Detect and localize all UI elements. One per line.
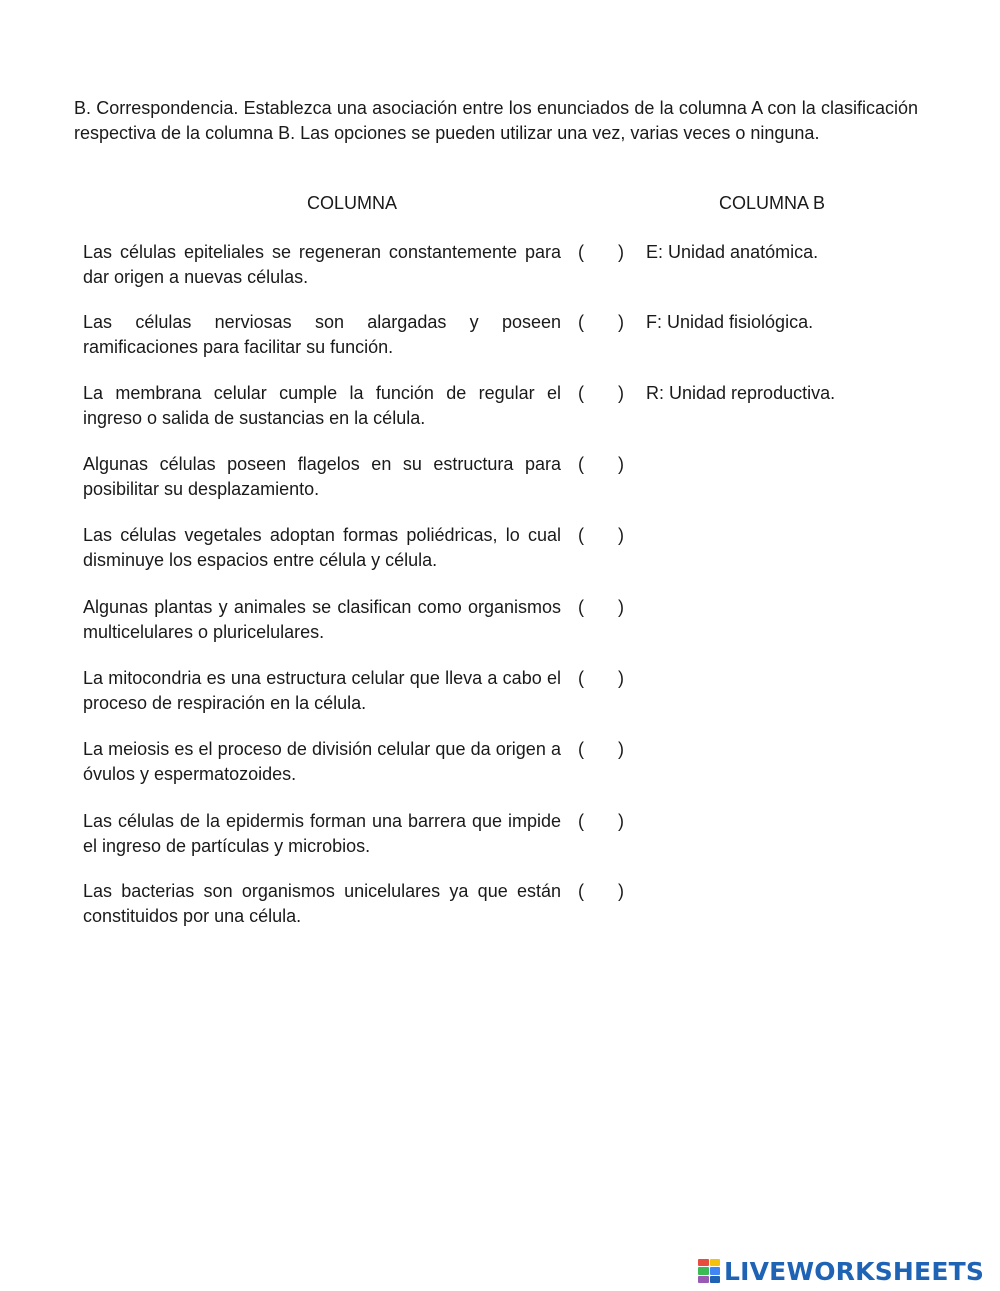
logo-block — [698, 1259, 709, 1266]
statement-2: Las células nerviosas son alargadas y poseen ramificaciones para facilitar su función. — [83, 312, 561, 357]
answer-blank-2[interactable]: ( ) — [578, 312, 624, 332]
option-f: F: Unidad fisiológica. — [646, 312, 814, 332]
logo-blocks-icon — [698, 1259, 720, 1283]
answer-blank-1[interactable]: ( ) — [578, 242, 624, 262]
answer-blank-3[interactable]: ( ) — [578, 383, 624, 403]
statement-8: La meiosis es el proceso de división celular que da origen a óvulos y espermatozoides. — [83, 739, 561, 784]
option-r: R: Unidad reproductiva. — [646, 383, 836, 403]
answer-blank-4[interactable]: ( ) — [578, 454, 624, 474]
liveworksheets-logo — [698, 1258, 984, 1284]
logo-text: LIVEWORKSHEETS — [724, 1256, 985, 1286]
logo-block — [710, 1276, 721, 1283]
statement-1: Las células epiteliales se regeneran constantemente para dar origen a nuevas células. — [83, 242, 561, 287]
statement-9: Las células de la epidermis forman una barrera que impide el ingreso de partículas y microbios. — [83, 811, 561, 856]
logo-block — [698, 1267, 709, 1274]
statement-3: La membrana celular cumple la función de regular el ingreso o salida de sustancias en la célula. — [83, 383, 561, 428]
statement-5: Las células vegetales adoptan formas poliédricas, lo cual disminuye los espacios entre célula y célula. — [83, 525, 561, 570]
answer-blank-5[interactable]: ( ) — [578, 525, 624, 545]
answer-blank-9[interactable]: ( ) — [578, 811, 624, 831]
logo-block — [710, 1267, 721, 1274]
logo-block — [710, 1259, 721, 1266]
answer-blank-7[interactable]: ( ) — [578, 668, 624, 688]
option-e: E: Unidad anatómica. — [646, 242, 819, 262]
answer-blank-10[interactable]: ( ) — [578, 881, 624, 901]
instructions-text: B. Correspondencia. Establezca una asociación entre los enunciados de la columna A con la clasificación respectiva de la columna B. Las opciones se pueden utilizar una vez, varias veces o ninguna. — [74, 98, 918, 143]
answer-blank-8[interactable]: ( ) — [578, 739, 624, 759]
logo-block — [698, 1276, 709, 1283]
column-b-header: COLUMNA B — [719, 193, 826, 213]
column-a-header: COLUMNA — [307, 193, 398, 213]
statement-4: Algunas células poseen flagelos en su estructura para posibilitar su desplazamiento. — [83, 454, 561, 499]
statement-10: Las bacterias son organismos unicelulares ya que están constituidos por una célula. — [83, 881, 561, 926]
answer-blank-6[interactable]: ( ) — [578, 597, 624, 617]
statement-7: La mitocondria es una estructura celular que lleva a cabo el proceso de respiración en la célula. — [83, 668, 561, 713]
statement-6: Algunas plantas y animales se clasifican como organismos multicelulares o pluricelulares. — [83, 597, 561, 642]
